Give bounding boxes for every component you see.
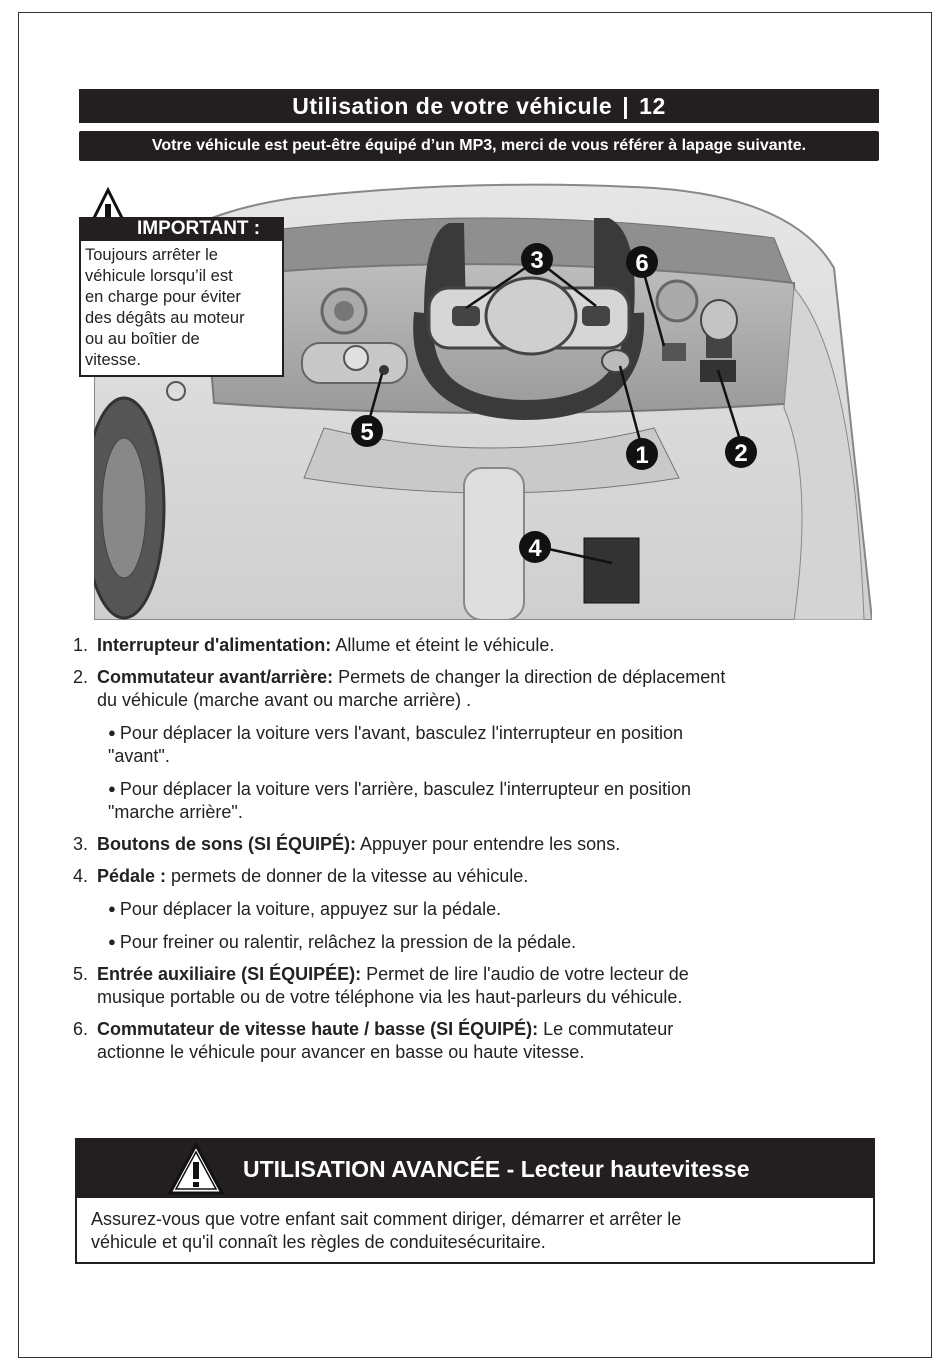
item-term: Commutateur de vitesse haute / basse (SI ÉQUIPÉ):: [97, 1019, 539, 1039]
important-line: véhicule lorsqu’il est: [85, 267, 233, 285]
item-number: 4.: [73, 866, 89, 886]
important-text: [79, 241, 284, 377]
mp3-notice: Votre véhicule est peut-être équipé d’un MP3, merci de vous référer à lapage suivante.: [151, 137, 807, 154]
bullet-item: ● Pour déplacer la voiture vers l'arrière, basculez l'interrupteur en position "marche arrière".: [108, 779, 692, 822]
item-term: Boutons de sons (SI ÉQUIPÉ):: [97, 834, 357, 854]
bullet-text: Pour freiner ou ralentir, relâchez la pression de la pédale.: [119, 932, 577, 952]
callout-1: [626, 438, 658, 470]
svg-text:5: 5: [360, 419, 374, 446]
list-item: [73, 833, 883, 856]
important-heading: IMPORTANT :: [79, 217, 284, 241]
svg-text:1: 1: [635, 442, 649, 469]
controls-list: [73, 634, 883, 1073]
advanced-line: Assurez-vous que votre enfant sait comment diriger, démarrer et arrêter le: [91, 1209, 682, 1229]
bullet-text: Pour déplacer la voiture vers l'avant, basculez l'interrupteur en position: [119, 723, 684, 743]
svg-text:6: 6: [635, 250, 649, 277]
mp3-notice-bar: [79, 131, 879, 161]
item-number: 1.: [73, 635, 89, 655]
svg-text:2: 2: [734, 440, 748, 467]
item-term: Entrée auxiliaire (SI ÉQUIPÉE):: [97, 964, 362, 984]
item-term: Commutateur avant/arrière:: [97, 667, 334, 687]
advanced-usage-heading: UTILISATION AVANCÉE - Lecteur hautevitesse: [243, 1155, 750, 1182]
warning-triangle-icon: [167, 1142, 225, 1196]
important-line: des dégâts au moteur: [85, 309, 245, 327]
svg-text:4: 4: [528, 535, 542, 562]
bullet-text: Pour déplacer la voiture vers l'arrière, basculez l'interrupteur en position: [119, 779, 692, 799]
page-number: 12: [639, 92, 666, 119]
list-item: [73, 865, 883, 888]
item-number: 6.: [73, 1019, 89, 1039]
bullet-text: Pour déplacer la voiture, appuyez sur la pédale.: [119, 899, 502, 919]
title-separator: |: [622, 92, 630, 119]
item-text: permets de donner de la vitesse au véhicule.: [171, 866, 529, 886]
bullet-text: "marche arrière".: [108, 802, 243, 822]
important-line: en charge pour éviter: [85, 288, 241, 306]
list-item: [73, 1018, 883, 1064]
advanced-usage-box: [75, 1138, 875, 1264]
item-term: Pédale :: [97, 866, 167, 886]
item-text: actionne le véhicule pour avancer en basse ou haute vitesse.: [97, 1042, 585, 1062]
callout-5: [351, 415, 383, 447]
page-title-bar: [79, 89, 879, 123]
item-text: Allume et éteint le véhicule.: [335, 635, 555, 655]
item-number: 3.: [73, 834, 89, 854]
advanced-line: véhicule et qu'il connaît les règles de conduitesécuritaire.: [91, 1232, 546, 1252]
callout-3: [521, 243, 553, 275]
item-text: du véhicule (marche avant ou marche arrière) .: [97, 690, 472, 710]
item-text: Le commutateur: [543, 1019, 674, 1039]
list-item: [73, 963, 883, 1009]
bullet-text: "avant".: [108, 746, 170, 766]
item-text: musique portable ou de votre téléphone via les haut-parleurs du véhicule.: [97, 987, 683, 1007]
advanced-usage-text: [77, 1198, 873, 1264]
callout-2: [725, 436, 757, 468]
item-number: 2.: [73, 667, 89, 687]
item-text: Appuyer pour entendre les sons.: [360, 834, 621, 854]
important-line: vitesse.: [85, 351, 141, 369]
bullet-item: ● Pour déplacer la voiture vers l'avant, basculez l'interrupteur en position "avant".: [108, 723, 684, 766]
item-text: Permet de lire l'audio de votre lecteur de: [366, 964, 689, 984]
important-line: Toujours arrêter le: [85, 246, 218, 264]
bullet-item: ● Pour déplacer la voiture, appuyez sur la pédale.: [108, 899, 502, 919]
svg-text:3: 3: [530, 247, 544, 274]
callout-6: [626, 246, 658, 278]
callout-4: [519, 531, 551, 563]
list-item: [73, 634, 883, 657]
page-title: Utilisation de votre véhicule: [292, 92, 613, 119]
bullet-item: ● Pour freiner ou ralentir, relâchez la pression de la pédale.: [108, 932, 577, 952]
item-term: Interrupteur d'alimentation:: [97, 635, 332, 655]
important-warning-box: [79, 185, 284, 377]
important-line: ou au boîtier de: [85, 330, 200, 348]
list-item: [73, 666, 883, 712]
item-number: 5.: [73, 964, 89, 984]
item-text: Permets de changer la direction de déplacement: [338, 667, 726, 687]
advanced-usage-header: [77, 1140, 873, 1198]
